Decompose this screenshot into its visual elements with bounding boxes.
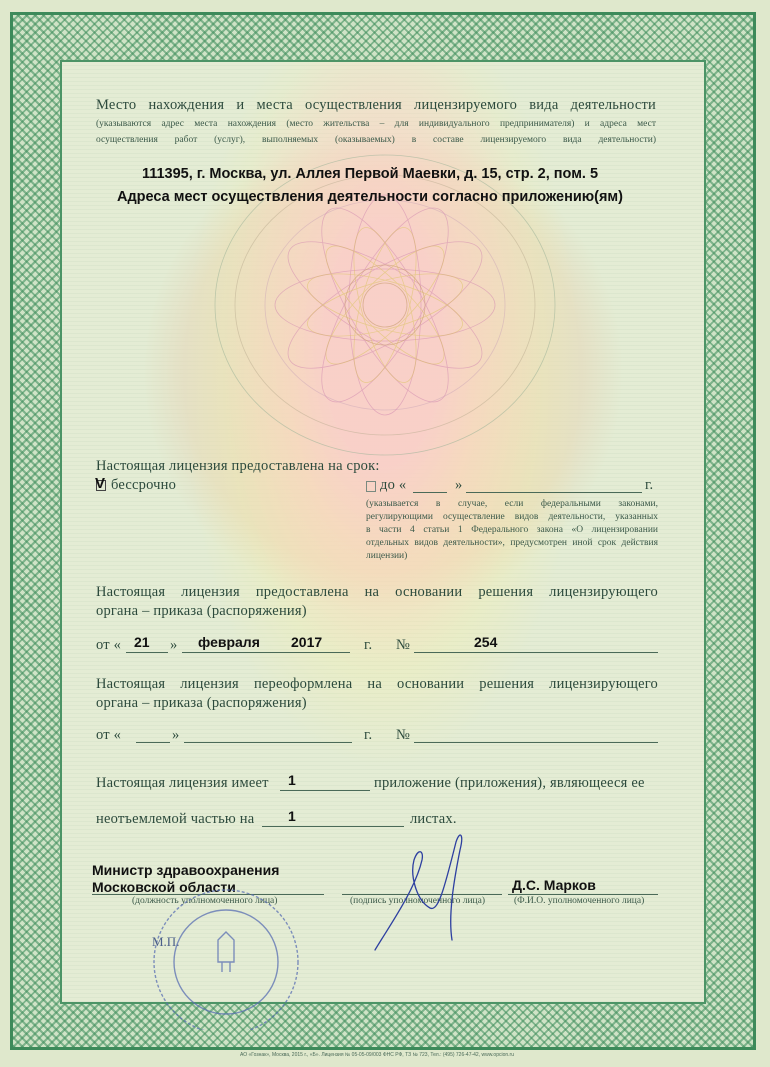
until-quote-close: » xyxy=(455,477,463,493)
reissue-number-line xyxy=(414,742,658,743)
reissue-month-line xyxy=(184,742,352,743)
reissue-year-suffix: г. xyxy=(364,727,373,743)
section-note-line-2: осуществления работ (услуг), выполняемых (оказываемых) в составе лицензируемого вида деятельности) xyxy=(96,135,656,145)
decision-line-2: органа – приказа (распоряжения) xyxy=(96,603,307,619)
decision-from-label: от « xyxy=(96,637,122,653)
until-date-checkbox xyxy=(366,481,376,492)
signer-position-line-1: Министр здравоохранения xyxy=(92,862,280,878)
until-year-suffix: г. xyxy=(645,477,654,493)
position-caption: (должность уполномоченного лица) xyxy=(132,896,278,906)
reissue-day-line xyxy=(136,742,170,743)
term-note-line-1: (указывается в случае, если федеральными законами, xyxy=(366,499,658,509)
appendix-sheets: 1 xyxy=(288,808,296,824)
term-note-line-2: регулирующими осуществление видов деятельности, указанных xyxy=(366,512,658,522)
appendix-sheets-label: листах. xyxy=(410,811,457,827)
appendix-has-label: Настоящая лицензия имеет xyxy=(96,775,269,791)
section-title: Место нахождения и места осуществления лицензируемого вида деятельности xyxy=(96,97,656,113)
until-prefix: до « xyxy=(380,477,407,493)
term-label: Настоящая лицензия предоставлена на срок: xyxy=(96,458,380,474)
until-month-line xyxy=(466,492,642,493)
decision-year-suffix: г. xyxy=(364,637,373,653)
until-day-line xyxy=(413,492,447,493)
reissue-line-1: Настоящая лицензия переоформлена на основании решения лицензирующего xyxy=(96,676,658,692)
unlimited-label: бессрочно xyxy=(111,477,177,493)
reissue-number-label: № xyxy=(396,727,411,743)
decision-day-line xyxy=(126,652,168,653)
appendix-part-label: неотъемлемой частью на xyxy=(96,811,255,827)
term-note-line-5: лицензии) xyxy=(366,551,408,561)
decision-quote-close: » xyxy=(170,637,178,653)
term-note-line-3: в части 4 статьи 1 Федерального закона «О лицензировании xyxy=(366,525,658,535)
official-seal xyxy=(118,880,318,1030)
legal-address: 111395, г. Москва, ул. Аллея Первой Маевки, д. 15, стр. 2, пом. 5 xyxy=(141,166,599,182)
decision-number: 254 xyxy=(474,634,498,650)
stamp-place-mark: М.П. xyxy=(152,934,180,949)
decision-month: февраля xyxy=(198,634,260,650)
name-caption: (Ф.И.О. уполномоченного лица) xyxy=(514,896,645,906)
printer-imprint: АО «Гознак», Москва, 2015 г., «Б». Лицензия № 05-05-09/003 ФНС РФ, ТЗ № 723, Тел.: (495) 726-47-42, www.opcion.ru xyxy=(240,1052,514,1058)
appendix-count: 1 xyxy=(288,772,296,788)
appendix-text: приложение (приложения), являющееся ее xyxy=(374,775,645,791)
signer-position-line-2: Московской области xyxy=(92,879,236,895)
handwritten-signature xyxy=(360,820,480,960)
decision-month-line xyxy=(182,652,350,653)
unlimited-check-mark: V xyxy=(95,475,106,492)
reissue-from-label: от « xyxy=(96,727,122,743)
term-note-line-4: отдельных видов деятельности», предусмотрен иной срок действия xyxy=(366,538,658,548)
decision-year: 2017 xyxy=(291,634,323,650)
decision-number-label: № xyxy=(396,637,411,653)
decision-day: 21 xyxy=(134,634,150,650)
section-note-line-1: (указываются адрес места нахождения (место жительства – для индивидуального предпринимателя) и адреса мест xyxy=(96,119,656,129)
signer-name: Д.С. Марков xyxy=(512,877,596,893)
decision-number-line xyxy=(414,652,658,653)
activity-addresses-note: Адреса мест осуществления деятельности согласно приложению(ям) xyxy=(117,189,623,205)
decision-line-1: Настоящая лицензия предоставлена на основании решения лицензирующего xyxy=(96,584,658,600)
appendix-count-line xyxy=(280,790,370,791)
signature-caption: (подпись уполномоченного лица) xyxy=(350,896,486,906)
reissue-line-2: органа – приказа (распоряжения) xyxy=(96,695,307,711)
reissue-quote-close: » xyxy=(172,727,180,743)
